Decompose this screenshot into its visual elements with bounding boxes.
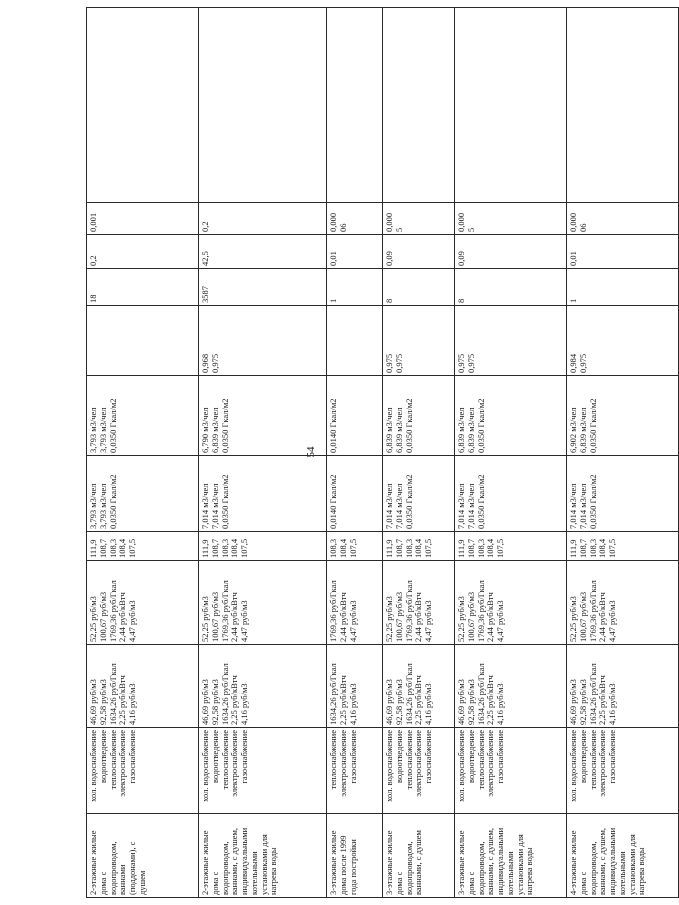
table-row (327, 8, 383, 898)
norm-new-cell (567, 376, 679, 456)
count-cell (87, 269, 199, 306)
cell-line: 2,25 руб/кВтч (117, 675, 128, 725)
cell-line: водопроводом, (107, 841, 118, 895)
tariff-base-cell (327, 645, 383, 728)
norm-base-cell (87, 456, 199, 532)
cell-line: 0,2 (88, 255, 98, 266)
cell-line: 6,839 м3/чел (393, 407, 404, 453)
services-cell (87, 728, 199, 814)
cell-line: 108,3 (107, 538, 118, 558)
table-row (87, 8, 199, 898)
cell-line: электроснабжение (117, 730, 128, 797)
cell-line: 1769,36 руб/Гкал (107, 580, 118, 642)
cell-line: 108,4 (229, 538, 240, 558)
cell-line: 4,47 руб/м3 (423, 600, 434, 642)
cell-line: 46,69 руб/м3 (200, 679, 210, 725)
cell-line: 2,44 руб/кВтч (229, 592, 240, 642)
cell-line: хол. водоснабжение (88, 730, 98, 802)
cell-line: 2,44 руб/кВтч (597, 592, 608, 642)
cell-line: 1769,36 руб/Гкал (475, 580, 486, 642)
cell-line: 2,44 руб/кВтч (485, 592, 496, 642)
cell-line: газоснабжение (495, 730, 506, 784)
cell-line: 0,975 (209, 353, 220, 373)
result-cell (455, 203, 567, 235)
cell-line: 7,014 м3/чел (384, 483, 394, 529)
cell-line: года постройки (347, 839, 358, 895)
cell-line: 92,58 руб/м3 (393, 679, 404, 725)
cell-line: 0,000 (328, 212, 338, 232)
cell-line: 0,975 (384, 353, 394, 373)
cell-line: 7,014 м3/чел (577, 483, 588, 529)
cell-line: 46,69 руб/м3 (456, 679, 466, 725)
coefficient-cell (383, 306, 455, 376)
cell-line: 2,25 руб/кВтч (229, 675, 240, 725)
cell-line: 2,25 руб/кВтч (413, 675, 424, 725)
tariff-base-cell (455, 645, 567, 728)
cell-line: теплоснабжение (107, 730, 118, 790)
cell-line: 2,44 руб/кВтч (337, 592, 348, 642)
cell-line: 52,25 руб/м3 (200, 596, 210, 642)
cell-line: дома с (465, 871, 476, 895)
cell-line: 0,09 (384, 251, 394, 266)
cell-line: газоснабжение (127, 730, 138, 784)
cell-line: 107,5 (127, 538, 138, 558)
coefficient-cell (327, 306, 383, 376)
cell-line: установками для (258, 834, 269, 895)
index-cell (87, 532, 199, 561)
cell-line: 2,44 руб/кВтч (413, 592, 424, 642)
cell-line: 92,58 руб/м3 (209, 679, 220, 725)
cell-line: 111,9 (200, 539, 210, 558)
index-cell (383, 532, 455, 561)
cell-line: 1769,36 руб/Гкал (403, 580, 414, 642)
norm-new-cell (199, 376, 327, 456)
tariff-new-cell (327, 561, 383, 645)
cell-line: 0,001 (88, 212, 98, 232)
cell-line: 4,16 руб/м3 (347, 683, 358, 725)
cell-line: 52,25 руб/м3 (456, 596, 466, 642)
cell-line: 108,4 (485, 538, 496, 558)
cell-line: электроснабжение (229, 730, 240, 797)
cell-line: 108,7 (393, 538, 404, 558)
cell-line: 52,25 руб/м3 (568, 596, 578, 642)
housing-type-cell (199, 814, 327, 898)
cell-line: 111,9 (384, 539, 394, 558)
coefficient-cell (455, 306, 567, 376)
count-cell (455, 269, 567, 306)
norm-new-cell (87, 376, 199, 456)
cell-line: 100,67 руб/м3 (97, 591, 108, 642)
share-cell (455, 235, 567, 269)
result-cell (87, 203, 199, 235)
table-row (199, 8, 327, 898)
cell-line: газоснабжение (607, 730, 618, 784)
housing-type-cell (327, 814, 383, 898)
cell-line: 0,0350 Гкал/м2 (475, 398, 486, 453)
cell-line: ваннами, с душем, (229, 827, 240, 895)
cell-line: теплоснабжение (587, 730, 598, 790)
services-cell (567, 728, 679, 814)
count-cell (567, 269, 679, 306)
cell-line: 108,7 (577, 538, 588, 558)
services-cell (327, 728, 383, 814)
cell-line: дома с (393, 871, 404, 895)
housing-type-cell (567, 814, 679, 898)
coefficient-cell (87, 306, 199, 376)
cell-line: 4,47 руб/м3 (347, 600, 358, 642)
norm-new-cell (327, 376, 383, 456)
cell-line: 0,01 (568, 251, 578, 266)
cell-line: установками для (514, 834, 525, 895)
cell-line: дома после 1999 (337, 835, 348, 895)
cell-line: водопроводом, (219, 841, 230, 895)
cell-line: газоснабжение (347, 730, 358, 784)
table-body (87, 8, 679, 898)
cell-line: 107,5 (495, 538, 506, 558)
cell-line: 6,839 м3/чел (465, 407, 476, 453)
tariff-new-cell (199, 561, 327, 645)
cell-line: дома с (577, 871, 588, 895)
result-cell (383, 203, 455, 235)
empty-cell (327, 8, 383, 203)
cell-line: 0,0350 Гкал/м2 (475, 474, 486, 529)
cell-line: 0,975 (393, 353, 404, 373)
cell-line: хол. водоснабжение (568, 730, 578, 802)
share-cell (567, 235, 679, 269)
housing-type-cell (87, 814, 199, 898)
cell-line: водопроводом, (475, 841, 486, 895)
cell-line: индивидуальными (607, 827, 618, 895)
cell-line: теплоснабжение (328, 730, 338, 790)
services-cell (383, 728, 455, 814)
cell-line: 0,0350 Гкал/м2 (219, 398, 230, 453)
cell-line: 0,0140 Гкал/м2 (328, 474, 338, 529)
cell-line: 0,0350 Гкал/м2 (219, 474, 230, 529)
cell-line: 7,014 м3/чел (209, 483, 220, 529)
empty-cell (383, 8, 455, 203)
cell-line: 4,47 руб/м3 (127, 600, 138, 642)
cell-line: 1634,26 руб/Гкал (403, 663, 414, 725)
cell-line: 1634,26 руб/Гкал (475, 663, 486, 725)
services-cell (199, 728, 327, 814)
cell-line: 7,014 м3/чел (568, 483, 578, 529)
cell-line: 3587 (200, 286, 210, 303)
cell-line: 3,793 м3/чел (97, 407, 108, 453)
table-row (383, 8, 455, 898)
cell-line: 0,0350 Гкал/м2 (587, 398, 598, 453)
tariff-new-cell (567, 561, 679, 645)
count-cell (199, 269, 327, 306)
cell-line: 0,975 (465, 353, 476, 373)
result-cell (567, 203, 679, 235)
cell-line: газоснабжение (239, 730, 250, 784)
cell-line: 0,2 (200, 221, 210, 232)
cell-line: 92,58 руб/м3 (465, 679, 476, 725)
cell-line: 108,3 (403, 538, 414, 558)
tariff-new-cell (383, 561, 455, 645)
cell-line: 92,58 руб/м3 (577, 679, 588, 725)
tariff-new-cell (87, 561, 199, 645)
table-row (455, 8, 567, 898)
cell-line: 0,0350 Гкал/м2 (587, 474, 598, 529)
cell-line: 108,3 (475, 538, 486, 558)
cell-line: ваннами (117, 864, 128, 895)
cell-line: (поддонами), с (127, 841, 138, 895)
index-cell (327, 532, 383, 561)
cell-line: 108,7 (209, 538, 220, 558)
cell-line: водоотведение (97, 730, 108, 783)
cell-line: 108,4 (597, 538, 608, 558)
cell-line: 1634,26 руб/Гкал (107, 663, 118, 725)
norm-base-cell (383, 456, 455, 532)
cell-line: 111,9 (456, 539, 466, 558)
empty-cell (87, 8, 199, 203)
cell-line: 7,014 м3/чел (465, 483, 476, 529)
cell-line: 2,25 руб/кВтч (597, 675, 608, 725)
norm-base-cell (199, 456, 327, 532)
cell-line: теплоснабжение (403, 730, 414, 790)
cell-line: 6,839 м3/чел (209, 407, 220, 453)
cell-line: 4-этажные жилые (568, 830, 578, 895)
cell-line: 3,793 м3/чел (97, 483, 108, 529)
count-cell (327, 269, 383, 306)
cell-line: электроснабжение (597, 730, 608, 797)
cell-line: электроснабжение (337, 730, 348, 797)
cell-line: 7,014 м3/чел (393, 483, 404, 529)
cell-line: 6,839 м3/чел (577, 407, 588, 453)
cell-line: хол. водоснабжение (200, 730, 210, 802)
cell-line: 108,4 (337, 538, 348, 558)
norm-base-cell (455, 456, 567, 532)
cell-line: нагрева воды (636, 847, 647, 895)
index-cell (199, 532, 327, 561)
cell-line: водопроводом, (403, 841, 414, 895)
result-cell (199, 203, 327, 235)
empty-cell (455, 8, 567, 203)
norm-base-cell (567, 456, 679, 532)
cell-line: 107,5 (423, 538, 434, 558)
cell-line: 0,975 (577, 353, 588, 373)
cell-line: 0,968 (200, 353, 210, 373)
cell-line: теплоснабжение (219, 730, 230, 790)
cell-line: дома с (209, 871, 220, 895)
cell-line: 108,4 (413, 538, 424, 558)
cell-line: 46,69 руб/м3 (384, 679, 394, 725)
housing-type-cell (455, 814, 567, 898)
cell-line: 4,16 руб/м3 (607, 683, 618, 725)
cell-line: 7,014 м3/чел (200, 483, 210, 529)
rotated-table-frame (86, 8, 647, 898)
cell-line: котельными (504, 851, 515, 895)
share-cell (87, 235, 199, 269)
cell-line: котельными (616, 851, 627, 895)
cell-line: водопроводом, (587, 841, 598, 895)
result-cell (327, 203, 383, 235)
cell-line: 107,5 (347, 538, 358, 558)
cell-line: 1634,26 руб/Гкал (328, 663, 338, 725)
page-number: 54 (305, 446, 317, 458)
cell-line: 4,16 руб/м3 (239, 683, 250, 725)
cell-line: 0,0350 Гкал/м2 (403, 398, 414, 453)
cell-line: 1 (568, 298, 578, 303)
cell-line: 4,16 руб/м3 (423, 683, 434, 725)
cell-line: 100,67 руб/м3 (209, 591, 220, 642)
cell-line: 46,69 руб/м3 (568, 679, 578, 725)
cell-line: 0,0350 Гкал/м2 (107, 474, 118, 529)
coefficient-cell (567, 306, 679, 376)
cell-line: 0,000 (456, 212, 466, 232)
housing-type-cell (383, 814, 455, 898)
cell-line: 3-этажные жилые (384, 830, 394, 895)
table-row (567, 8, 679, 898)
cell-line: 111,9 (88, 539, 98, 558)
cell-line: 6,790 м3/чел (200, 407, 210, 453)
cell-line: 0,0140 Гкал/м2 (328, 398, 338, 453)
cell-line: 108,3 (219, 538, 230, 558)
cell-line: 18 (88, 294, 98, 303)
cell-line: 111,9 (568, 539, 578, 558)
cell-line: водоотведение (465, 730, 476, 783)
cell-line: 06 (337, 223, 348, 232)
cell-line: котельными (248, 851, 259, 895)
cell-line: 1769,36 руб/Гкал (219, 580, 230, 642)
cell-line: 108,7 (465, 538, 476, 558)
cell-line: 0,000 (568, 212, 578, 232)
share-cell (199, 235, 327, 269)
cell-line: душем (136, 870, 147, 895)
cell-line: 1769,36 руб/Гкал (328, 580, 338, 642)
cell-line: 100,67 руб/м3 (393, 591, 404, 642)
index-cell (567, 532, 679, 561)
cell-line: водоотведение (393, 730, 404, 783)
cell-line: 100,67 руб/м3 (577, 591, 588, 642)
cell-line: 8 (456, 298, 466, 303)
cell-line: 3,793 м3/чел (88, 407, 98, 453)
cell-line: хол. водоснабжение (384, 730, 394, 802)
cell-line: 3,793 м3/чел (88, 483, 98, 529)
cell-line: 0,975 (456, 353, 466, 373)
cell-line: 6,902 м3/чел (568, 407, 578, 453)
cell-line: 42,5 (200, 251, 210, 266)
cell-line: электроснабжение (413, 730, 424, 797)
cell-line: 4,16 руб/м3 (495, 683, 506, 725)
cell-line: 5 (465, 227, 476, 232)
cell-line: 4,47 руб/м3 (495, 600, 506, 642)
cell-line: 46,69 руб/м3 (88, 679, 98, 725)
cell-line: 92,58 руб/м3 (97, 679, 108, 725)
cell-line: 2-этажные жилые (200, 830, 210, 895)
cell-line: 2,25 руб/кВтч (485, 675, 496, 725)
norm-new-cell (383, 376, 455, 456)
tariff-base-cell (199, 645, 327, 728)
services-cell (455, 728, 567, 814)
coefficient-cell (199, 306, 327, 376)
index-cell (455, 532, 567, 561)
cell-line: ваннами, с душем (413, 830, 424, 895)
cell-line: 5 (393, 227, 404, 232)
cell-line: 06 (577, 223, 588, 232)
tariff-new-cell (455, 561, 567, 645)
tariff-base-cell (383, 645, 455, 728)
cell-line: 6,839 м3/чел (384, 407, 394, 453)
cell-line: 0,984 (568, 353, 578, 373)
cell-line: нагрева воды (524, 847, 535, 895)
cell-line: 1769,36 руб/Гкал (587, 580, 598, 642)
count-cell (383, 269, 455, 306)
cell-line: индивидуальными (495, 827, 506, 895)
cell-line: 107,5 (239, 538, 250, 558)
cell-line: 1634,26 руб/Гкал (587, 663, 598, 725)
cell-line: установками для (626, 834, 637, 895)
cell-line: 4,16 руб/м3 (127, 683, 138, 725)
cell-line: 1 (328, 298, 338, 303)
cell-line: 3-этажные жилые (456, 830, 466, 895)
cell-line: 0,09 (456, 251, 466, 266)
norm-new-cell (455, 376, 567, 456)
tariff-base-cell (567, 645, 679, 728)
cell-line: электроснабжение (485, 730, 496, 797)
cell-line: 4,47 руб/м3 (607, 600, 618, 642)
cell-line: 8 (384, 298, 394, 303)
cell-line: дома с (97, 871, 108, 895)
cell-line: 2,25 руб/кВтч (337, 675, 348, 725)
cell-line: ваннами, с душем, (485, 827, 496, 895)
tariff-base-cell (87, 645, 199, 728)
cell-line: 108,3 (328, 538, 338, 558)
cell-line: 0,0350 Гкал/м2 (403, 474, 414, 529)
cell-line: 108,3 (587, 538, 598, 558)
cell-line: 4,47 руб/м3 (239, 600, 250, 642)
cell-line: 52,25 руб/м3 (384, 596, 394, 642)
cell-line: 100,67 руб/м3 (465, 591, 476, 642)
cell-line: хол. водоснабжение (456, 730, 466, 802)
cell-line: водоотведение (209, 730, 220, 783)
cell-line: водоотведение (577, 730, 588, 783)
cell-line: 7,014 м3/чел (456, 483, 466, 529)
share-cell (327, 235, 383, 269)
cell-line: 3-этажные жилые (328, 830, 338, 895)
empty-cell (199, 8, 327, 203)
norm-base-cell (327, 456, 383, 532)
cell-line: 1634,26 руб/Гкал (219, 663, 230, 725)
cell-line: 2,44 руб/кВтч (117, 592, 128, 642)
cell-line: 52,25 руб/м3 (88, 596, 98, 642)
cell-line: теплоснабжение (475, 730, 486, 790)
cell-line: 0,0350 Гкал/м2 (107, 398, 118, 453)
tariff-table (86, 7, 679, 898)
cell-line: газоснабжение (423, 730, 434, 784)
cell-line: 107,5 (607, 538, 618, 558)
cell-line: ваннами, с душем, (597, 827, 608, 895)
cell-line: 108,7 (97, 538, 108, 558)
cell-line: 108,4 (117, 538, 128, 558)
cell-line: 0,01 (328, 251, 338, 266)
share-cell (383, 235, 455, 269)
empty-cell (567, 8, 679, 203)
cell-line: индивидуальными (239, 827, 250, 895)
cell-line: 0,000 (384, 212, 394, 232)
cell-line: нагрева воды (268, 847, 279, 895)
cell-line: 6,839 м3/чел (456, 407, 466, 453)
cell-line: 2-этажные жилые (88, 830, 98, 895)
